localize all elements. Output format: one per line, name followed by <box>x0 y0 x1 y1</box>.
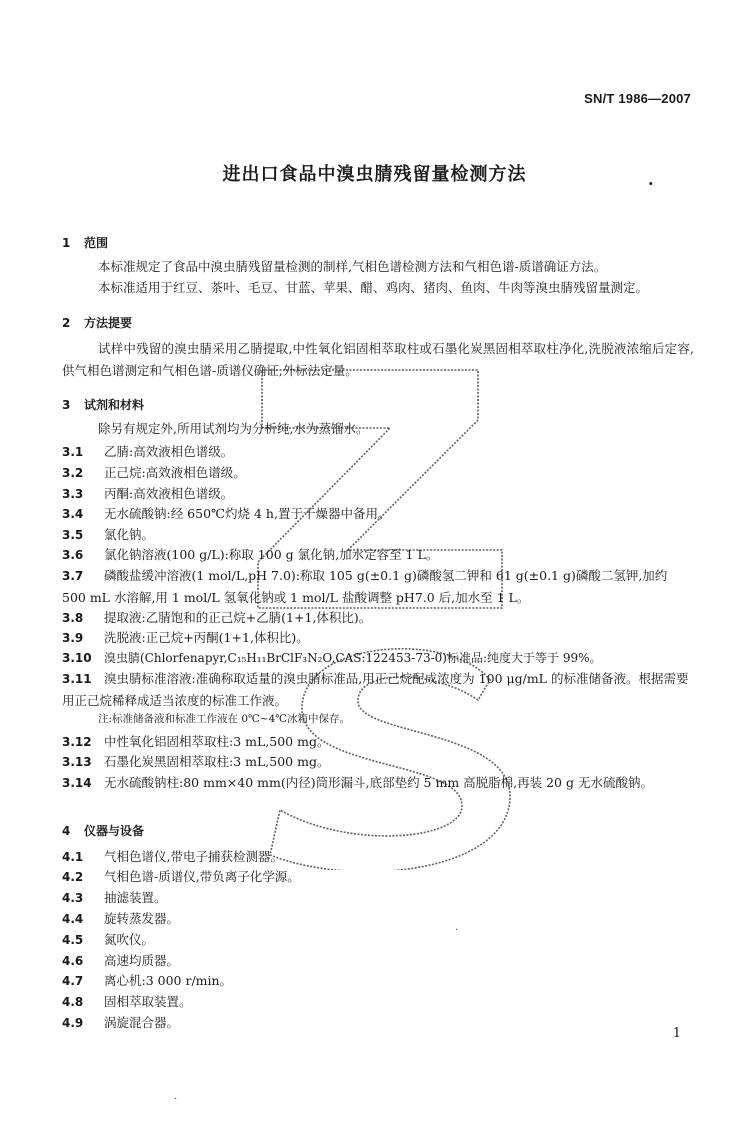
item-text: 气相色谱仪,带电子捕获检测器。 <box>104 849 283 864</box>
list-item-4-6 <box>62 950 694 972</box>
section-number: 1 <box>62 236 71 250</box>
section-title: 方法提要 <box>84 316 133 330</box>
item-number: 3.8 <box>62 611 84 625</box>
section-1-paragraph-2: 本标准适用于红豆、茶叶、毛豆、甘蓝、苹果、醋、鸡肉、猪肉、鱼肉、牛肉等溴虫腈残留量测定。 <box>98 280 649 295</box>
item-number: 3.10 <box>62 651 92 665</box>
section-2-heading <box>62 314 132 331</box>
section-1-heading <box>62 234 108 251</box>
item-number: 3.1 <box>62 445 84 459</box>
item-number: 3.4 <box>62 507 84 521</box>
item-number: 3.13 <box>62 755 92 769</box>
scan-speck: · <box>174 1094 178 1105</box>
item-text: 高速均质器。 <box>104 953 180 968</box>
item-number: 4.8 <box>62 995 84 1009</box>
item-number: 3.14 <box>62 776 92 790</box>
section-number: 2 <box>62 316 71 330</box>
section-1-paragraph-1: 本标准规定了食品中溴虫腈残留量检测的制样,气相色谱检测方法和气相色谱-质谱确证方法。 <box>98 259 607 274</box>
item-text: 乙腈:高效液相色谱级。 <box>104 444 234 459</box>
item-number: 4.4 <box>62 912 84 926</box>
storage-note: 注:标准储备液和标准工作液在 0℃~4℃冰箱中保存。 <box>98 713 351 725</box>
item-text: 丙酮:高效液相色谱级。 <box>104 486 234 501</box>
item-number: 3.7 <box>62 569 84 583</box>
list-item-4-5 <box>62 929 694 951</box>
section-title: 试剂和材料 <box>84 398 145 412</box>
section-title: 范围 <box>84 236 109 250</box>
item-text: 无水硫酸钠:经 650℃灼烧 4 h,置于干燥器中备用。 <box>104 506 391 521</box>
zs-watermark-graphic <box>240 350 540 870</box>
standard-code: SN/T 1986—2007 <box>584 91 691 106</box>
watermark-letter-s <box>270 649 510 870</box>
item-text: 固相萃取装置。 <box>104 994 192 1009</box>
section-2-paragraph: 试样中残留的溴虫腈采用乙腈提取,中性氧化铝固相萃取柱或石墨化炭黑固相萃取柱净化,洗脱液浓缩后定容,供气相色谱测定和气相色谱-质谱仪确证,外标法定量。 <box>62 341 694 378</box>
item-text: 中性氧化铝固相萃取柱:3 mL,500 mg。 <box>104 734 330 749</box>
item-number: 4.9 <box>62 1016 84 1030</box>
scan-speck: · <box>455 925 459 936</box>
list-item-4-4 <box>62 908 694 930</box>
item-number: 4.5 <box>62 933 84 947</box>
item-number: 3.2 <box>62 466 84 480</box>
document-title: 进出口食品中溴虫腈残留量检测方法 <box>222 164 527 185</box>
list-item-4-8 <box>62 991 694 1013</box>
section-title: 仪器与设备 <box>84 824 145 838</box>
item-text: 石墨化炭黑固相萃取柱:3 mL,500 mg。 <box>104 754 330 769</box>
list-item-4-7 <box>62 970 694 992</box>
list-item-4-3 <box>62 887 694 909</box>
item-text: 洗脱液:正己烷+丙酮(1+1,体积比)。 <box>104 630 309 645</box>
item-text: 离心机:3 000 r/min。 <box>104 973 233 988</box>
section-number: 4 <box>62 824 71 838</box>
item-number: 3.5 <box>62 528 84 542</box>
item-text: 氯化钠溶液(100 g/L):称取 100 g 氯化钠,加水定容至 1 L。 <box>104 547 439 562</box>
item-number: 3.12 <box>62 735 92 749</box>
page-number: 1 <box>672 1026 681 1041</box>
item-text: 抽滤装置。 <box>104 890 167 905</box>
item-text: 旋转蒸发器。 <box>104 911 180 926</box>
item-number: 3.9 <box>62 631 84 645</box>
item-number: 4.7 <box>62 974 84 988</box>
item-text: 涡旋混合器。 <box>104 1015 180 1030</box>
item-number: 3.11 <box>62 672 92 686</box>
title-dot-mark: . <box>648 170 654 189</box>
section-4-heading <box>62 822 144 839</box>
item-number: 4.1 <box>62 850 84 864</box>
item-text: 溴虫腈标准溶液:准确称取适量的溴虫腈标准品,用正己烷配成浓度为 100 μg/mL 的标准储备液。根据需要用正己烷稀释成适当浓度的标准工作液。 <box>62 671 689 708</box>
item-text: 磷酸盐缓冲溶液(1 mol/L,pH 7.0):称取 105 g(±0.1 g)磷酸氢二钾和 61 g(±0.1 g)磷酸二氢钾,加约 500 mL 水溶解,用 1 mol/L 氢氧化钠或 1 mol/L 盐酸调整 pH7.0 后,加水至 1 L。 <box>62 568 668 605</box>
item-text: 无水硫酸钠柱:80 mm×40 mm(内径)筒形漏斗,底部垫约 5 mm 高脱脂棉,再装 20 g 无水硫酸钠。 <box>104 775 653 790</box>
section-3-heading <box>62 396 144 413</box>
item-number: 3.3 <box>62 487 84 501</box>
item-text: 正己烷:高效液相色谱级。 <box>104 465 246 480</box>
section-number: 3 <box>62 398 71 412</box>
item-number: 4.3 <box>62 891 84 905</box>
item-text: 提取液:乙腈饱和的正己烷+乙腈(1+1,体积比)。 <box>104 610 372 625</box>
item-text: 氯化钠。 <box>104 527 155 542</box>
section-3-intro: 除另有规定外,所用试剂均为分析纯,水为蒸馏水。 <box>98 421 369 436</box>
item-number: 3.6 <box>62 548 84 562</box>
item-number: 4.2 <box>62 870 84 884</box>
item-text: 溴虫腈(Chlorfenapyr,C₁₅H₁₁BrClF₃N₂O,CAS:122453-73-0)标准品:纯度大于等于 99%。 <box>104 651 602 665</box>
item-number: 4.6 <box>62 954 84 968</box>
item-text: 气相色谱-质谱仪,带负离子化学源。 <box>104 869 300 884</box>
watermark-letter-z <box>258 370 502 608</box>
item-text: 氮吹仪。 <box>104 932 155 947</box>
list-item-4-9 <box>62 1012 694 1034</box>
